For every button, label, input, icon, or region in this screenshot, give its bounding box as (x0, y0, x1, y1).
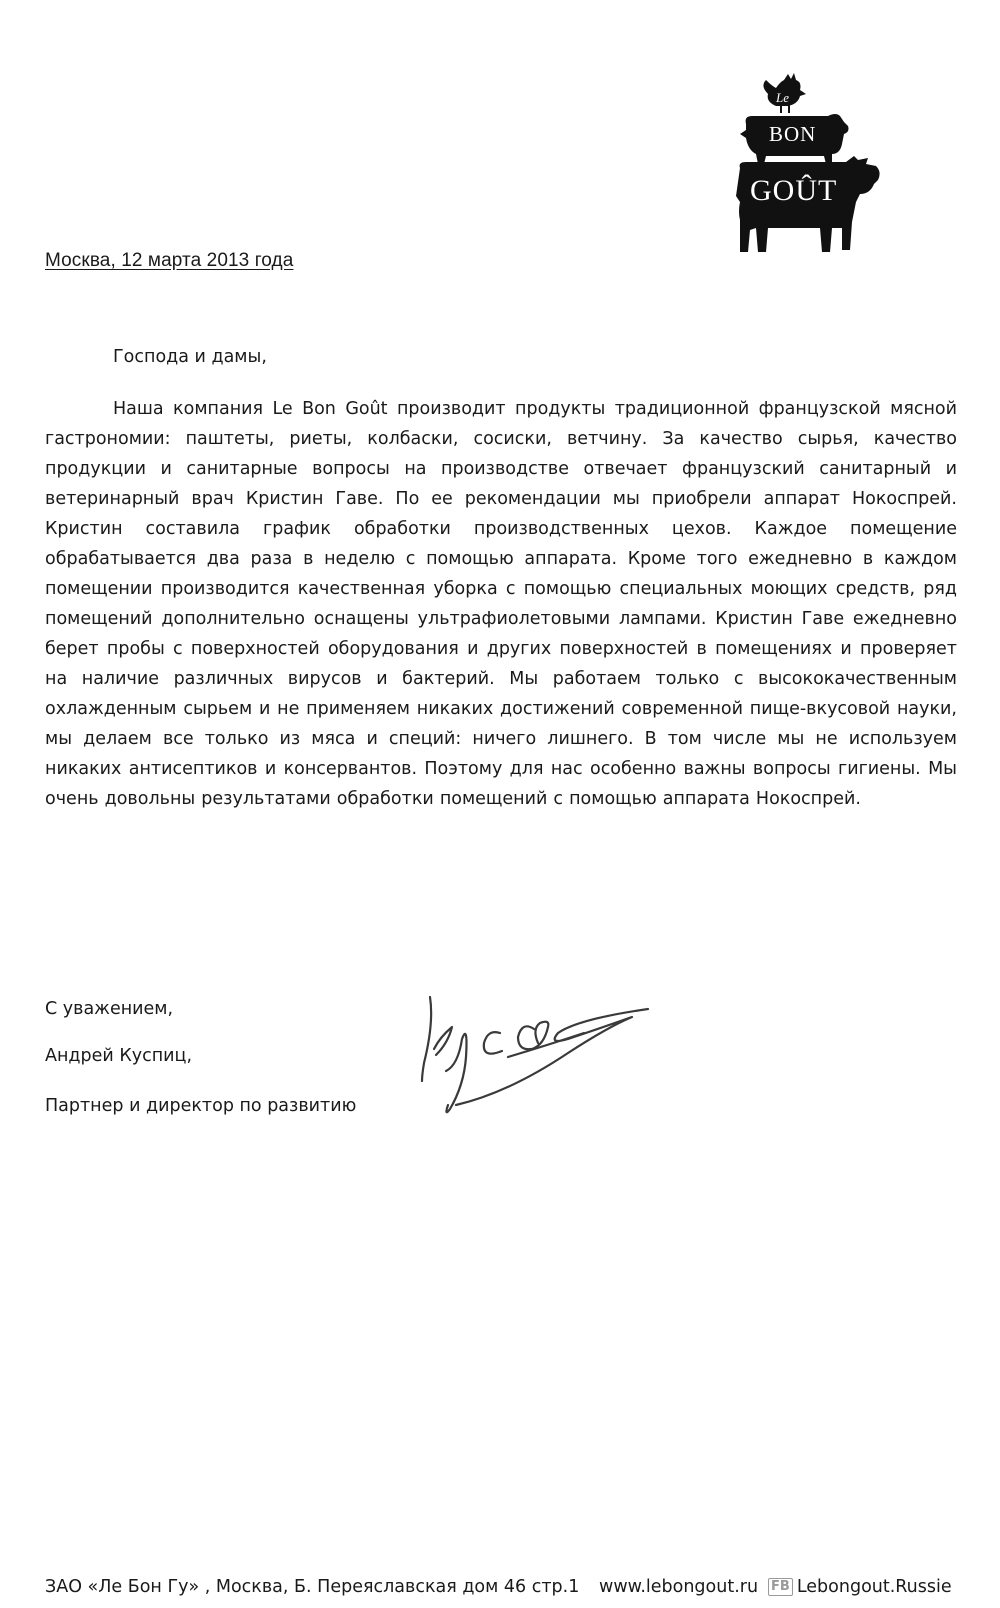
signature (418, 993, 652, 1121)
letter-body: Наша компания Le Bon Goût производит продукты традиционной французской мясной гастрономии: паштеты, риеты, колбаски, сосиски, ветчину. За качество сырья, качество продукции и санитарные вопросы на производстве отвечает французский санитарный и ветеринарный врач Кристин Гаве. По ее рекомендации мы приобрели аппарат Нокоспрей. Кристин составила график обработки производственных цехов. Каждое помещение обрабатывается два раза в неделю с помощью аппарата. Кроме того ежедневно в каждом помещении производится качественная уборка с помощью специальных моющих средств, ряд помещений дополнительно оснащены ультрафиолетовыми лампами. Кристин Гаве ежедневно берет пробы с поверхностей оборудования и других поверхностей в помещениях и проверяет на наличие различных вирусов и бактерий. Мы работаем только с высококачественным охлажденным сырьем и не применяем никаких достижений современной пище-вкусовой науки, мы делаем все только из мяса и специй: ничего лишнего. В том числе мы не используем никаких антисептиков и консервантов. Поэтому для нас особенно важны вопросы гигиены. Мы очень довольны результатами обработки помещений с помощью аппарата Нокоспрей. (45, 399, 957, 809)
le-bon-gout-logo (736, 72, 886, 268)
letter-greeting: Господа и дамы, (113, 347, 267, 367)
footer-website-link[interactable]: www.lebongout.ru (599, 1577, 759, 1597)
rooster-pig-cow-stack-logo-icon (736, 72, 886, 268)
letter-date: Москва, 12 марта 2013 года (45, 250, 294, 271)
signer-title: Партнер и директор по развитию (45, 1096, 357, 1116)
logo-text-le: Le (776, 90, 789, 105)
footer-links (599, 1577, 952, 1597)
footer-facebook-link[interactable]: Lebongout.Russie (796, 1577, 952, 1597)
logo-text-gout: GOÛT (750, 174, 838, 207)
logo-text-bon: BON (769, 122, 817, 146)
signer-name: Андрей Куспиц, (45, 1046, 193, 1066)
footer-company-address: ЗАО «Ле Бон Гу» , Москва, Б. Переяславская дом 46 стр.1 (45, 1577, 580, 1597)
handwritten-signature-icon (418, 993, 652, 1121)
facebook-icon: FB (768, 1578, 793, 1596)
letter-closing: С уважением, (45, 999, 174, 1019)
